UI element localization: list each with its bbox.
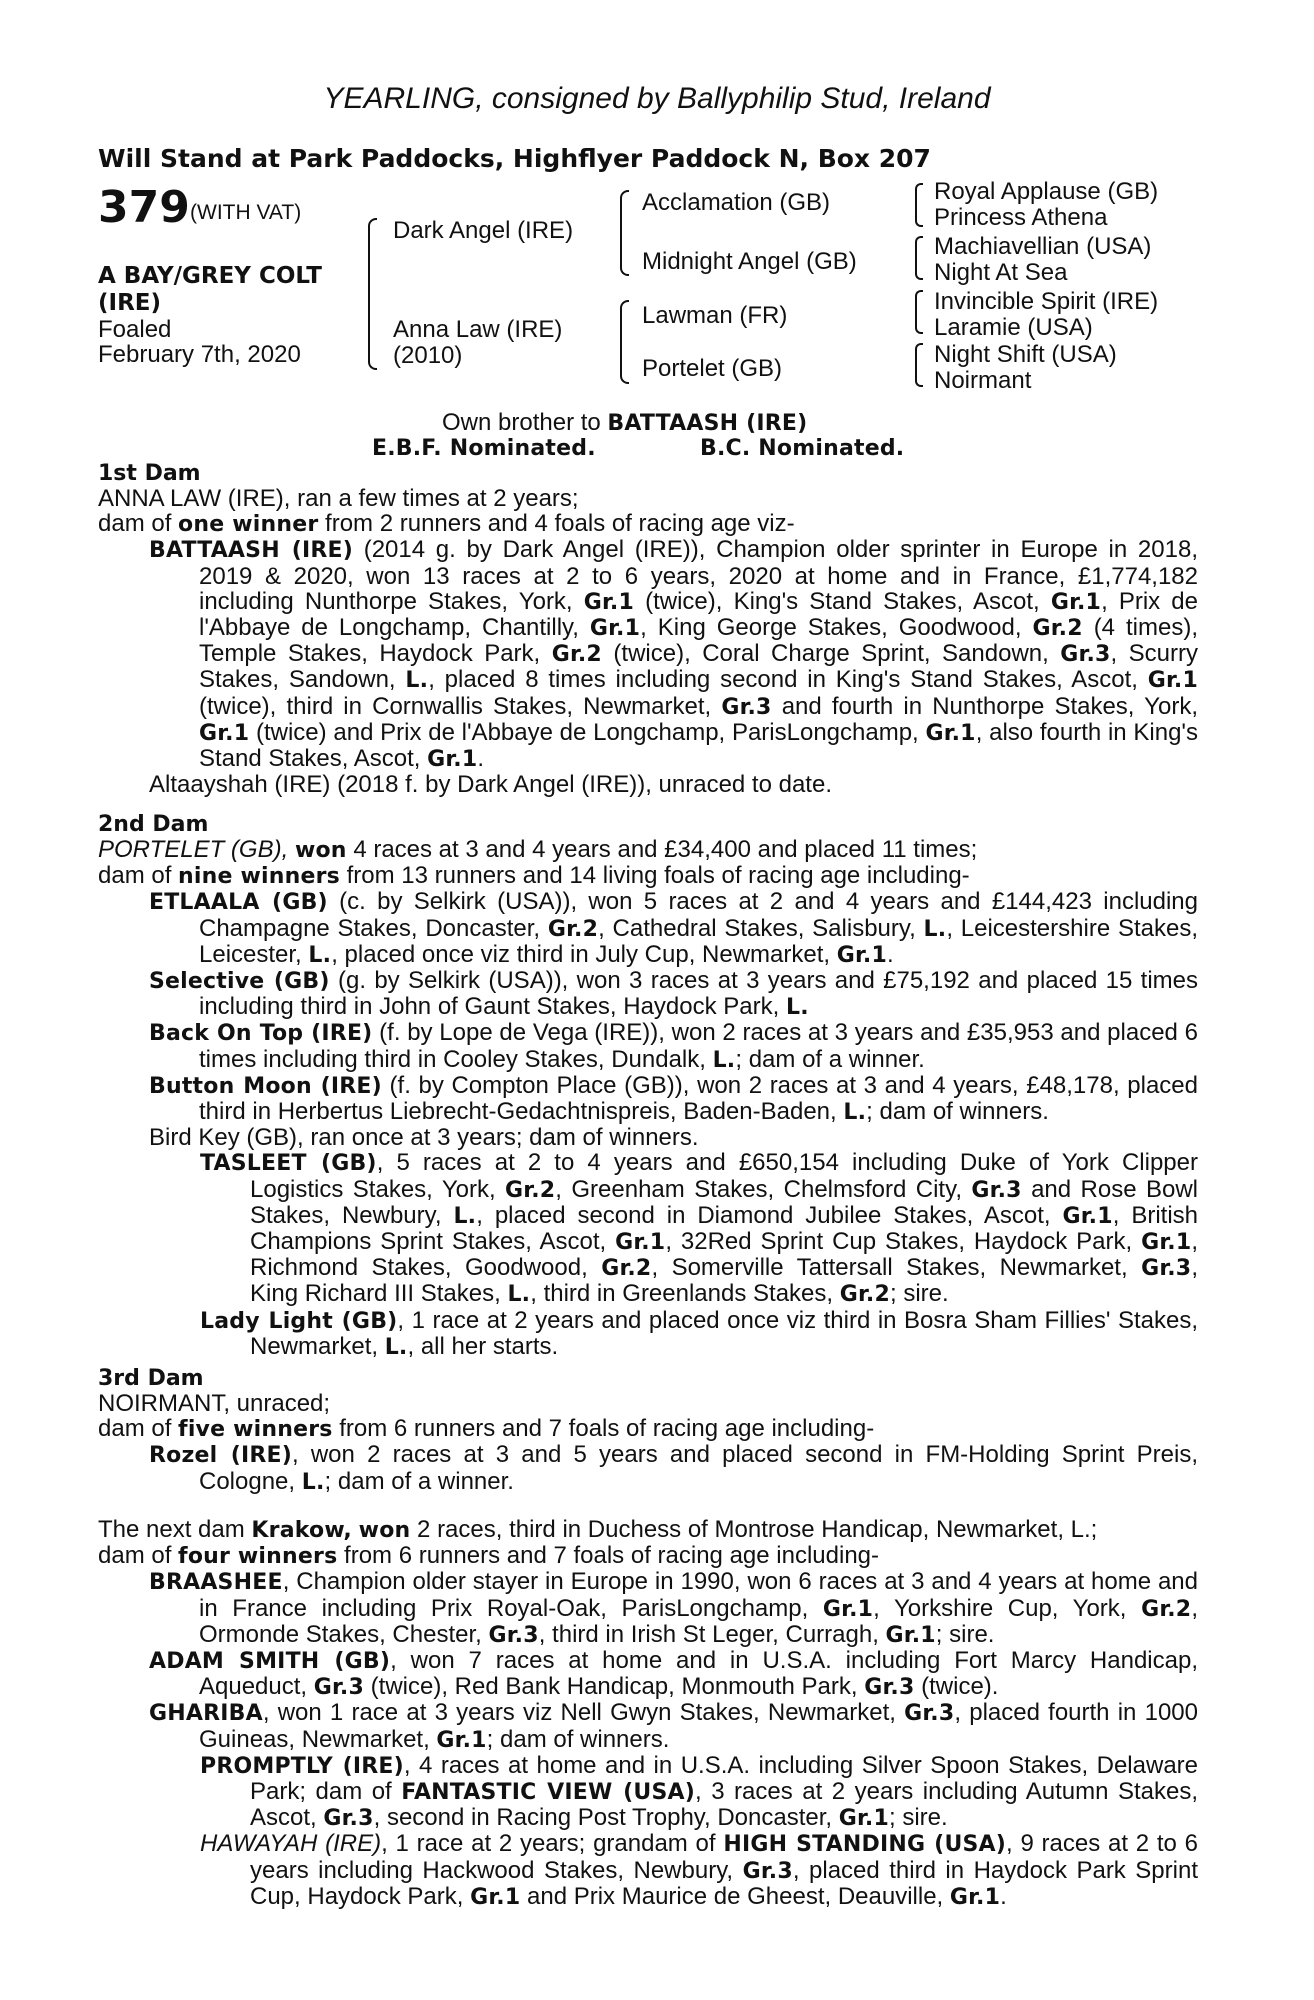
bc-text: B.C. Nominated. (700, 436, 905, 461)
pedigree-sire-sire: Acclamation (GB) (642, 189, 831, 216)
dam-line (98, 1517, 1198, 1543)
pedigree-grandsire: Invincible Spirit (IRE) (934, 288, 1159, 315)
text: from 2 runners and 4 foals of racing age viz- (325, 510, 795, 538)
pedigree-sire-dam: Midnight Angel (GB) (642, 248, 857, 275)
produce-entry (98, 1753, 1198, 1832)
horse-name: TASLEET (GB) (200, 1151, 377, 1177)
dam-name: Krakow, (251, 1518, 352, 1543)
produce-entry (98, 537, 1198, 772)
ebf-text: E.B.F. Nominated. (372, 436, 596, 461)
text: 4 races at 3 and 4 years and £34,400 and placed 11 times; (353, 836, 978, 863)
horse-record: , 4 races at home and in U.S.A. including Silver Spoon Stakes, Delaware Park; dam of FANTASTIC VIEW (USA), 3 races at 2 years including Autumn Stakes, Ascot, Gr.3, second in Racing Post Trophy, Doncaster, Gr.1; sire. (250, 1751, 1199, 1832)
pedigree-granddam: Laramie (USA) (934, 314, 1093, 341)
pedigree-dam-year: (2010) (393, 342, 463, 369)
horse-name: Back On Top (IRE) (149, 1021, 373, 1047)
catalogue-title: YEARLING, consigned by Ballyphilip Stud, Ireland (323, 82, 991, 115)
ebf-nomination (372, 436, 596, 461)
own-brother-note (442, 410, 807, 436)
winners-count: one winner (178, 512, 319, 538)
section-title: 2nd Dam (98, 812, 209, 837)
horse-name: Lady Light (GB) (200, 1308, 398, 1334)
pedigree-granddam: Princess Athena (934, 204, 1108, 231)
horse-record: (2014 g. by Dark Angel (IRE)), Champion older sprinter in Europe in 2018, 2019 & 2020, won 13 races at 2 to 6 years, 2020 at home and in France, £1,774,182 including Nunthorpe Stakes, York, Gr.1 (twice), King's Stand Stakes, Ascot, Gr.1, Prix de l'Abbaye de Longchamp, Chantilly, Gr.1, King George Stakes, Goodwood, Gr.2 (4 times), Temple Stakes, Haydock Park, Gr.2 (twice), Coral Charge Sprint, Sandown, Gr.3, Scurry Stakes, Sandown, L., placed 8 times including second in King's Stand Stakes, Ascot, Gr.1 (twice), third in Cornwallis Stakes, Newmarket, Gr.3 and fourth in Nunthorpe Stakes, York, Gr.1 (twice) and Prix de l'Abbaye de Longchamp, ParisLongchamp, Gr.1, also fourth in King's Stand Stakes, Ascot, Gr.1. (199, 536, 1199, 773)
lot-vat: (WITH VAT) (190, 201, 302, 224)
produce-entry (98, 1150, 1198, 1307)
horse-record: , 1 race at 2 years and placed once viz third in Bosra Sham Fillies' Stakes, Newmarket, L., all her starts. (250, 1306, 1198, 1360)
dam-line (98, 837, 1198, 863)
horse-record: (c. by Selkirk (USA)), won 5 races at 2 and 4 years and £144,423 including Champagne Stakes, Doncaster, Gr.2, Cathedral Stakes, Salisbury, L., Leicestershire Stakes, Leicester, L., placed once viz third in July Cup, Newmarket, Gr.1. (199, 888, 1199, 968)
pedigree-grandsire: Royal Applause (GB) (934, 178, 1159, 205)
dam-line: NOIRMANT, unraced; (98, 1390, 331, 1417)
horse-record: (f. by Compton Place (GB)), won 2 races at 3 and 4 years, £48,178, placed third in Herbertus Liebrecht-Gedachtnispreis, Baden-Baden, L.; dam of winners. (199, 1071, 1198, 1126)
next-dam-section (98, 1517, 1198, 1910)
dam-name: PORTELET (GB), (98, 836, 289, 863)
text: The next dam (98, 1516, 245, 1543)
text: dam of (98, 1415, 172, 1443)
dam-line: ANNA LAW (IRE), ran a few times at 2 years; (98, 485, 579, 512)
won-text: won (358, 1518, 411, 1543)
dam-produce-line (98, 1416, 1198, 1442)
produce-entry (98, 1442, 1198, 1494)
lot-number: 379 (98, 182, 190, 233)
own-brother-name: BATTAASH (IRE) (607, 411, 808, 436)
produce-entry (98, 1648, 1198, 1700)
horse-name: ADAM SMITH (GB) (149, 1649, 391, 1675)
pedigree-granddam: Night At Sea (934, 259, 1068, 286)
pedigree-bracket (915, 183, 923, 227)
produce-entry (98, 1700, 1198, 1752)
pedigree-sire: Dark Angel (IRE) (393, 217, 574, 244)
text: dam of (98, 1542, 172, 1570)
produce-entry (98, 889, 1198, 968)
produce-entry (98, 1073, 1198, 1125)
foaled-label: Foaled (98, 316, 172, 343)
produce-entry: Altaayshah (IRE) (2018 f. by Dark Angel (IRE)), unraced to date. (149, 771, 832, 799)
lot-description-country: (IRE) (98, 290, 162, 316)
second-dam-section (98, 812, 1198, 1360)
bc-nomination (700, 436, 904, 461)
won-text: won (294, 838, 347, 863)
text: dam of (98, 510, 172, 538)
text: 2 races, third in Duchess of Montrose Handicap, Newmarket, L.; (417, 1516, 1098, 1543)
pedigree-dam-dam: Portelet (GB) (642, 355, 783, 382)
text: from 6 runners and 7 foals of racing age including- (339, 1415, 875, 1443)
produce-entry (98, 968, 1198, 1020)
pedigree-bracket (368, 218, 377, 370)
produce-entry (98, 1308, 1198, 1360)
first-dam-section (98, 461, 1198, 797)
section-title: 3rd Dam (98, 1366, 204, 1391)
text: dam of (98, 862, 172, 890)
horse-name: HAWAYAH (IRE) (200, 1830, 382, 1858)
horse-record: , won 1 race at 3 years viz Nell Gwyn Stakes, Newmarket, Gr.3, placed fourth in 1000 Guineas, Newmarket, Gr.1; dam of winners. (199, 1699, 1198, 1753)
pedigree-grandsire: Night Shift (USA) (934, 341, 1117, 368)
dam-produce-line (98, 1543, 1198, 1569)
horse-record: , 1 race at 2 years; grandam of HIGH STANDING (USA), 9 races at 2 to 6 years including Hackwood Stakes, Newbury, Gr.3, placed third in Haydock Park Sprint Cup, Haydock Park, Gr.1 and Prix Maurice de Gheest, Deauville, Gr.1. (250, 1830, 1198, 1910)
dam-produce-line (98, 511, 1198, 537)
pedigree-bracket (620, 190, 629, 276)
produce-entry (98, 1831, 1198, 1910)
section-title: 1st Dam (98, 461, 201, 486)
pedigree-granddam: Noirmant (934, 367, 1032, 394)
horse-name: BRAASHEE (149, 1570, 283, 1596)
foaled-date: February 7th, 2020 (98, 341, 301, 368)
horse-record: , Champion older stayer in Europe in 1990, won 6 races at 3 and 4 years at home and in France including Prix Royal-Oak, ParisLongchamp, Gr.1, Yorkshire Cup, York, Gr.2, Ormonde Stakes, Chester, Gr.3, third in Irish St Leger, Curragh, Gr.1; sire. (199, 1568, 1198, 1648)
winners-count: five winners (178, 1417, 333, 1443)
pedigree-bracket (620, 300, 629, 384)
third-dam-section (98, 1366, 1198, 1495)
horse-record: (f. by Lope de Vega (IRE)), won 2 races at 3 years and £35,953 and placed 6 times including third in Cooley Stakes, Dundalk, L.; dam of a winner. (199, 1019, 1198, 1073)
horse-record: (g. by Selkirk (USA)), won 3 races at 3 years and £75,192 and placed 15 times including third in John of Gaunt Stakes, Haydock Park, L. (199, 967, 1199, 1021)
pedigree-bracket (915, 343, 923, 387)
stand-location: Will Stand at Park Paddocks, Highflyer Paddock N, Box 207 (98, 144, 931, 173)
pedigree-dam: Anna Law (IRE) (393, 316, 563, 343)
pedigree-bracket (915, 290, 923, 334)
pedigree-bracket (915, 236, 923, 280)
horse-record: , won 2 races at 3 and 5 years and placed second in FM-Holding Sprint Preis, Cologne, L.; dam of a winner. (199, 1441, 1198, 1495)
horse-record: , won 7 races at home and in U.S.A. including Fort Marcy Handicap, Aqueduct, Gr.3 (twice), Red Bank Handicap, Monmouth Park, Gr.3 (twice). (199, 1647, 1198, 1701)
produce-entry (98, 1569, 1198, 1648)
horse-record: , 5 races at 2 to 4 years and £650,154 including Duke of York Clipper Logistics Stakes, York, Gr.2, Greenham Stakes, Chelmsford City, Gr.3 and Rose Bowl Stakes, Newbury, L., placed second in Diamond Jubilee Stakes, Ascot, Gr.1, British Champions Sprint Stakes, Ascot, Gr.1, 32Red Sprint Cup Stakes, Haydock Park, Gr.1, Richmond Stakes, Goodwood, Gr.2, Somerville Tattersall Stakes, Newmarket, Gr.3, King Richard III Stakes, L., third in Greenlands Stakes, Gr.2; sire. (250, 1149, 1199, 1308)
dam-produce-line (98, 863, 1198, 889)
horse-name: GHARIBA (149, 1701, 263, 1727)
horse-name: PROMPTLY (IRE) (200, 1753, 404, 1779)
winners-count: nine winners (178, 864, 340, 890)
own-brother-prefix: Own brother to (442, 409, 601, 436)
horse-name: Button Moon (IRE) (149, 1073, 382, 1099)
produce-entry (98, 1020, 1198, 1072)
horse-name: ETLAALA (GB) (149, 890, 328, 916)
pedigree-dam-sire: Lawman (FR) (642, 302, 788, 329)
lot-description: A BAY/GREY COLT (98, 263, 322, 289)
text: from 6 runners and 7 foals of racing age including- (344, 1542, 880, 1570)
winners-count: four winners (178, 1544, 338, 1570)
horse-name: Selective (GB) (149, 969, 330, 995)
horse-name: Rozel (IRE) (149, 1443, 292, 1469)
text: from 13 runners and 14 living foals of racing age including- (346, 862, 970, 890)
produce-entry: Bird Key (GB), ran once at 3 years; dam of winners. (149, 1124, 699, 1152)
pedigree-grandsire: Machiavellian (USA) (934, 233, 1152, 260)
horse-name: BATTAASH (IRE) (149, 538, 353, 564)
